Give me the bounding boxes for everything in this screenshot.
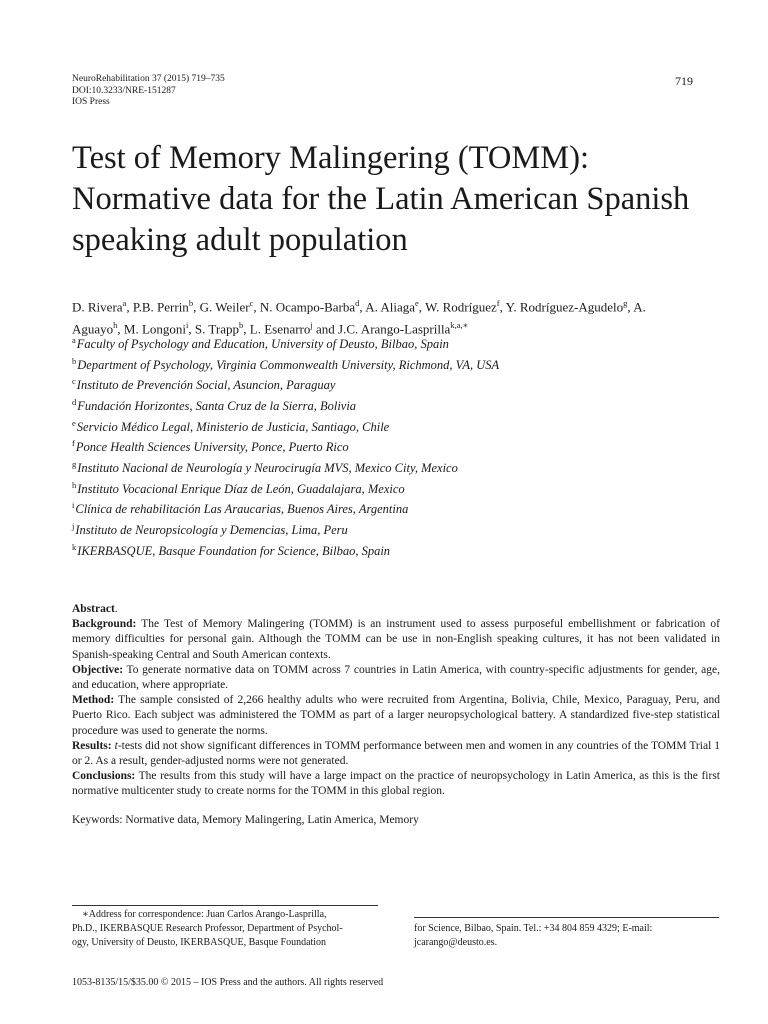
author-affiliation-mark: e bbox=[415, 298, 419, 308]
author-separator: , bbox=[499, 299, 506, 315]
author-name: P.B. Perrin bbox=[132, 299, 189, 315]
affiliation-text: Department of Psychology, Virginia Commonwealth University, Richmond, VA, USA bbox=[77, 357, 500, 372]
footnote-email[interactable]: jcarango@deusto.es. bbox=[414, 937, 498, 948]
author-name: W. Rodríguez bbox=[425, 299, 497, 315]
background-text: The Test of Memory Malingering (TOMM) is an instrument used to assess purposeful embellishment or fabrication of memory difficulties for personal gain. Although the TOMM can be use in non-English speaking cultures, it has not been validated in Spanish-speaking Central and South American contexts. bbox=[72, 618, 720, 661]
results-text: -tests did not show significant differences in TOMM performance between men and women in any countries of the TOMM Trial 1 or 2. As a result, gender-adjusted norms were not generated. bbox=[72, 739, 720, 768]
affiliation-item bbox=[72, 456, 696, 477]
affiliation-item bbox=[72, 415, 696, 436]
affiliation-item bbox=[72, 518, 696, 539]
correspondence-footnote-left bbox=[72, 908, 378, 950]
keywords: Keywords: Normative data, Memory Malingering, Latin America, Memory bbox=[72, 814, 419, 826]
author-affiliation-mark: b bbox=[188, 298, 194, 308]
affiliation-item bbox=[72, 332, 696, 353]
author-affiliation-mark: c bbox=[249, 298, 254, 308]
conclusions-label: Conclusions: bbox=[72, 770, 136, 783]
abstract-method bbox=[72, 693, 720, 739]
copyright-line: 1053-8135/15/$35.00 © 2015 – IOS Press and the authors. All rights reserved bbox=[72, 977, 384, 988]
affiliation-item bbox=[72, 373, 696, 394]
objective-text: To generate normative data on TOMM across 7 countries in Latin America, with country-specific adjustments for gender, age, and education, where appropriate. bbox=[72, 663, 720, 692]
affiliation-text: Fundación Horizontes, Santa Cruz de la Sierra, Bolivia bbox=[77, 399, 357, 414]
abstract bbox=[72, 602, 720, 800]
affiliation-mark: i bbox=[72, 500, 75, 511]
results-t-italic: t bbox=[114, 739, 118, 752]
author-name: A. Aguayo bbox=[72, 299, 646, 337]
affiliation-mark: f bbox=[72, 438, 75, 449]
author-name: N. Ocampo-Barba bbox=[259, 299, 356, 315]
author-name: M. Longoni bbox=[123, 321, 187, 337]
page-number: 719 bbox=[675, 74, 693, 88]
affiliation-item bbox=[72, 353, 696, 374]
affiliation-mark: a bbox=[72, 335, 76, 345]
affiliation-mark: c bbox=[72, 376, 76, 387]
correspondence-footnote-right bbox=[414, 922, 719, 950]
conclusions-text: The results from this study will have a large impact on the practice of neuropsychology in Latin America, as this is the first normative multicenter study to create norms for the TOMM in this global region. bbox=[72, 770, 720, 798]
affiliation-mark: g bbox=[72, 458, 77, 469]
affiliation-text: Instituto Vocacional Enrique Díaz de León, Guadalajara, Mexico bbox=[77, 481, 405, 496]
author-name: J.C. Arango-Lasprilla bbox=[338, 321, 451, 337]
abstract-heading: Abstract bbox=[72, 603, 115, 615]
affiliation-item bbox=[72, 497, 696, 518]
author-name: D. Rivera bbox=[72, 299, 123, 315]
affiliation-item bbox=[72, 539, 696, 560]
affiliation-text: IKERBASQUE, Basque Foundation for Science, Bilbao, Spain bbox=[77, 543, 391, 558]
author-affiliation-mark: j bbox=[310, 320, 313, 331]
abstract-conclusions bbox=[72, 769, 720, 799]
affiliation-item bbox=[72, 477, 696, 498]
author-affiliation-mark: f bbox=[496, 298, 500, 308]
author-separator: , bbox=[188, 321, 195, 337]
author-affiliation-mark: b bbox=[239, 320, 244, 331]
affiliation-text: Servicio Médico Legal, Ministerio de Justicia, Santiago, Chile bbox=[76, 419, 390, 434]
footnote-line: for Science, Bilbao, Spain. Tel.: +34 804 859 4329; E-mail: bbox=[414, 923, 653, 934]
author-affiliation-mark: i bbox=[186, 320, 189, 331]
abstract-heading-line bbox=[72, 602, 720, 617]
journal-header bbox=[72, 74, 225, 109]
abstract-objective bbox=[72, 663, 720, 693]
footnote-line: ogy, University of Deusto, IKERBASQUE, Basque Foundation bbox=[72, 937, 327, 948]
abstract-background bbox=[72, 617, 720, 663]
author-affiliation-mark: k,a,∗ bbox=[450, 320, 469, 331]
author-name: S. Trapp bbox=[194, 321, 239, 337]
affiliation-text: Instituto de Neuropsicología y Demencias, Lima, Peru bbox=[75, 523, 348, 538]
affiliation-mark: k bbox=[72, 541, 77, 552]
affiliation-mark: d bbox=[72, 396, 77, 407]
paper-title: Test of Memory Malingering (TOMM): Normative data for the Latin American Spanish speaking adult population bbox=[72, 140, 690, 258]
abstract-heading-punct: . bbox=[114, 603, 118, 615]
author-separator: , bbox=[243, 321, 250, 337]
author-separator: , bbox=[627, 299, 634, 315]
affiliation-mark: b bbox=[72, 355, 77, 366]
affiliation-mark: h bbox=[72, 479, 77, 490]
footnote-line: Ph.D., IKERBASQUE Research Professor, Department of Psychol- bbox=[72, 923, 343, 934]
author-name: L. Esenarro bbox=[249, 321, 311, 337]
abstract-results bbox=[72, 739, 720, 769]
affiliation-text: Clínica de rehabilitación Las Araucarias, Buenos Aires, Argentina bbox=[75, 502, 409, 517]
method-label: Method: bbox=[72, 694, 115, 707]
method-text: The sample consisted of 2,266 healthy adults who were recruited from Argentina, Bolivia, Chile, Mexico, Paraguay, Peru, and Puerto Rico. Each subject was administered the TOMM as part of a larger neuropsychological battery. A standardized five-step statistical procedure was used to generate the norms. bbox=[72, 694, 720, 737]
footnote-line: ∗Address for correspondence: Juan Carlos Arango-Lasprilla, bbox=[82, 909, 327, 920]
author-affiliation-mark: h bbox=[113, 320, 118, 331]
journal-citation: NeuroRehabilitation 37 (2015) 719–735 bbox=[72, 74, 225, 84]
affiliation-mark: e bbox=[72, 417, 76, 428]
author-name: Y. Rodríguez-Agudelo bbox=[505, 299, 624, 315]
author-separator: , bbox=[193, 299, 200, 315]
affiliation-text: Ponce Health Sciences University, Ponce, Puerto Rico bbox=[75, 440, 349, 455]
author-separator: , bbox=[359, 299, 366, 315]
author-separator: and bbox=[312, 321, 339, 337]
footnote-rule-right bbox=[414, 917, 719, 918]
author-name: G. Weiler bbox=[199, 299, 250, 315]
affiliation-text: Instituto de Prevención Social, Asuncion, Paraguay bbox=[76, 378, 336, 393]
affiliation-text: Instituto Nacional de Neurología y Neurocirugía MVS, Mexico City, Mexico bbox=[77, 461, 458, 476]
author-separator: , bbox=[418, 299, 426, 315]
objective-label: Objective: bbox=[72, 663, 124, 676]
results-label: Results: bbox=[72, 739, 112, 752]
author-separator: , bbox=[117, 321, 124, 337]
author-affiliation-mark: d bbox=[355, 298, 360, 308]
author-separator: , bbox=[126, 299, 133, 315]
affiliation-list bbox=[72, 332, 696, 559]
affiliation-text: Faculty of Psychology and Education, University of Deusto, Bilbao, Spain bbox=[76, 337, 449, 352]
author-affiliation-mark: g bbox=[623, 298, 628, 308]
author-name: A. Aliaga bbox=[365, 299, 416, 315]
author-affiliation-mark: a bbox=[122, 298, 127, 308]
background-label: Background: bbox=[72, 618, 137, 631]
affiliation-item bbox=[72, 394, 696, 415]
footnote-rule-left bbox=[72, 905, 378, 906]
journal-doi[interactable]: DOI:10.3233/NRE-151287 bbox=[72, 85, 176, 96]
author-separator: , bbox=[253, 299, 260, 315]
journal-publisher: IOS Press bbox=[72, 97, 110, 107]
affiliation-mark: j bbox=[72, 520, 75, 531]
affiliation-item bbox=[72, 435, 696, 456]
